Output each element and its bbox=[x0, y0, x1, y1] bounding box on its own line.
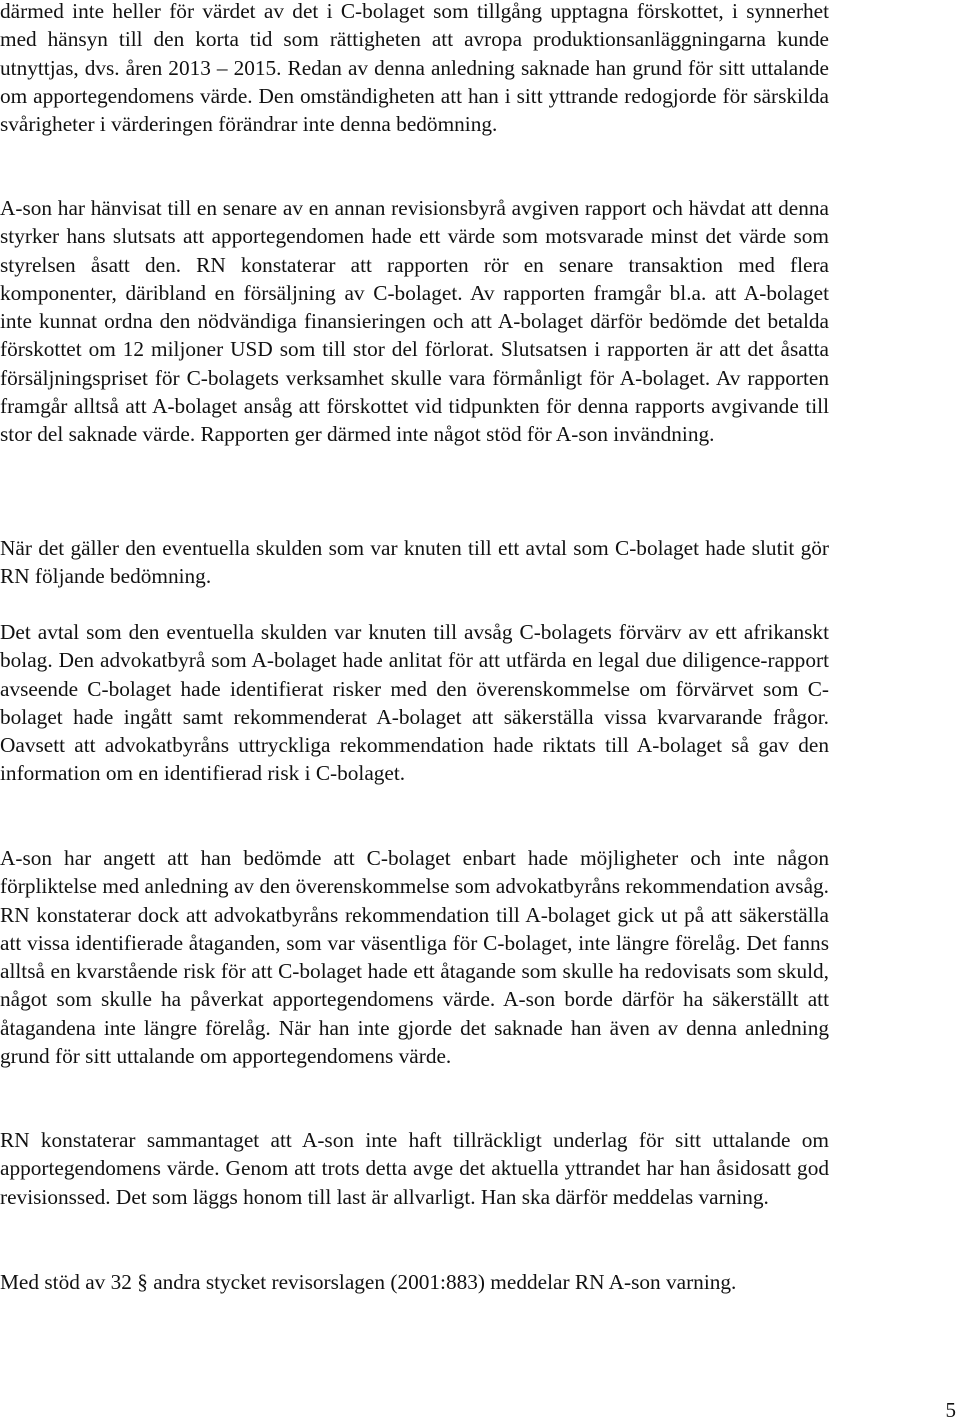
paragraph-6: RN konstaterar sammantaget att A-son inte haft tillräckligt underlag för sitt uttalande om apportegendomens värde. Genom att trots detta avge det aktuella yttrandet har han åsidosatt god revisionssed. Det som läggs honom till last är allvarligt. Han ska därför meddelas varning. bbox=[0, 1128, 829, 1209]
paragraph-7: Med stöd av 32 § andra stycket revisorslagen (2001:883) meddelar RN A-son varning. bbox=[0, 1270, 737, 1294]
page-number: 5 bbox=[945, 1398, 956, 1422]
paragraph-3: När det gäller den eventuella skulden som var knuten till ett avtal som C-bolaget hade slutit gör RN följande bedömning. bbox=[0, 536, 829, 589]
paragraph-4: Det avtal som den eventuella skulden var knuten till avsåg C-bolagets förvärv av ett afrikanskt bolag. Den advokatbyrå som A-bolaget hade anlitat för att utfärda en legal due diligence-rapport avseende C-bolaget hade identifierat risker med den överenskommelse om förvärvet som C-bolaget hade ingått samt rekommenderat A-bolaget att säkerställa vissa kvarvarande frågor. Oavsett att advokatbyråns uttryckliga rekommendation hade riktats till A-bolaget så gav den information om en identifierad risk i C-bolaget. bbox=[0, 620, 829, 786]
paragraph-5: A-son har angett att han bedömde att C-bolaget enbart hade möjligheter och inte någon förpliktelse med anledning av den överenskommelse som advokatbyråns rekommendation avsåg. RN konstaterar dock att advokatbyråns rekommendation till A-bolaget gick ut på att säkerställa att vissa identifierade åtaganden, som var väsentliga för C-bolaget, inte längre förelåg. Det fanns alltså en kvarstående risk för att C-bolaget hade ett åtagande som skulle ha redovisats som skuld, något som skulle ha påverkat apportegendomens värde. A-son borde därför ha säkerställt att åtagandena inte längre förelåg. När han inte gjorde det saknade han även av denna anledning grund för sitt uttalande om apportegendomens värde. bbox=[0, 846, 829, 1069]
paragraph-2: A-son har hänvisat till en senare av en annan revisionsbyrå avgiven rapport och hävdat att denna styrker hans slutsats att apportegendomen hade ett värde som motsvarade minst det värde som styrelsen åsatt den. RN konstaterar att rapporten rör en senare transaktion med flera komponenter, däribland en försäljning av C-bolaget. Av rapporten framgår bl.a. att A-bolaget inte kunnat ordna den nödvändiga finansieringen och att A-bolaget därför bedömde det betalda förskottet om 12 miljoner USD som till stor del förlorat. Slutsatsen i rapporten är att det åsatta försäljningspriset för C-bolagets verksamhet skulle vara förmånligt för A-bolaget. Av rapporten framgår alltså att A-bolaget ansåg att förskottet vid tidpunkten för denna rapports avgivande till stor del saknade värde. Rapporten ger därmed inte något stöd för A-son invändning. bbox=[0, 196, 829, 447]
paragraph-1: därmed inte heller för värdet av det i C-bolaget som tillgång upptagna förskottet, i synnerhet med hänsyn till den korta tid som rättigheten att avropa produktionsanläggningarna kunde utnyttjas, dvs. åren 2013 – 2015. Redan av denna anledning saknade han grund för sitt uttalande om apportegendomens värde. Den omständigheten att han i sitt yttrande redogjorde för särskilda svårigheter i värderingen förändrar inte denna bedömning. bbox=[0, 0, 829, 137]
